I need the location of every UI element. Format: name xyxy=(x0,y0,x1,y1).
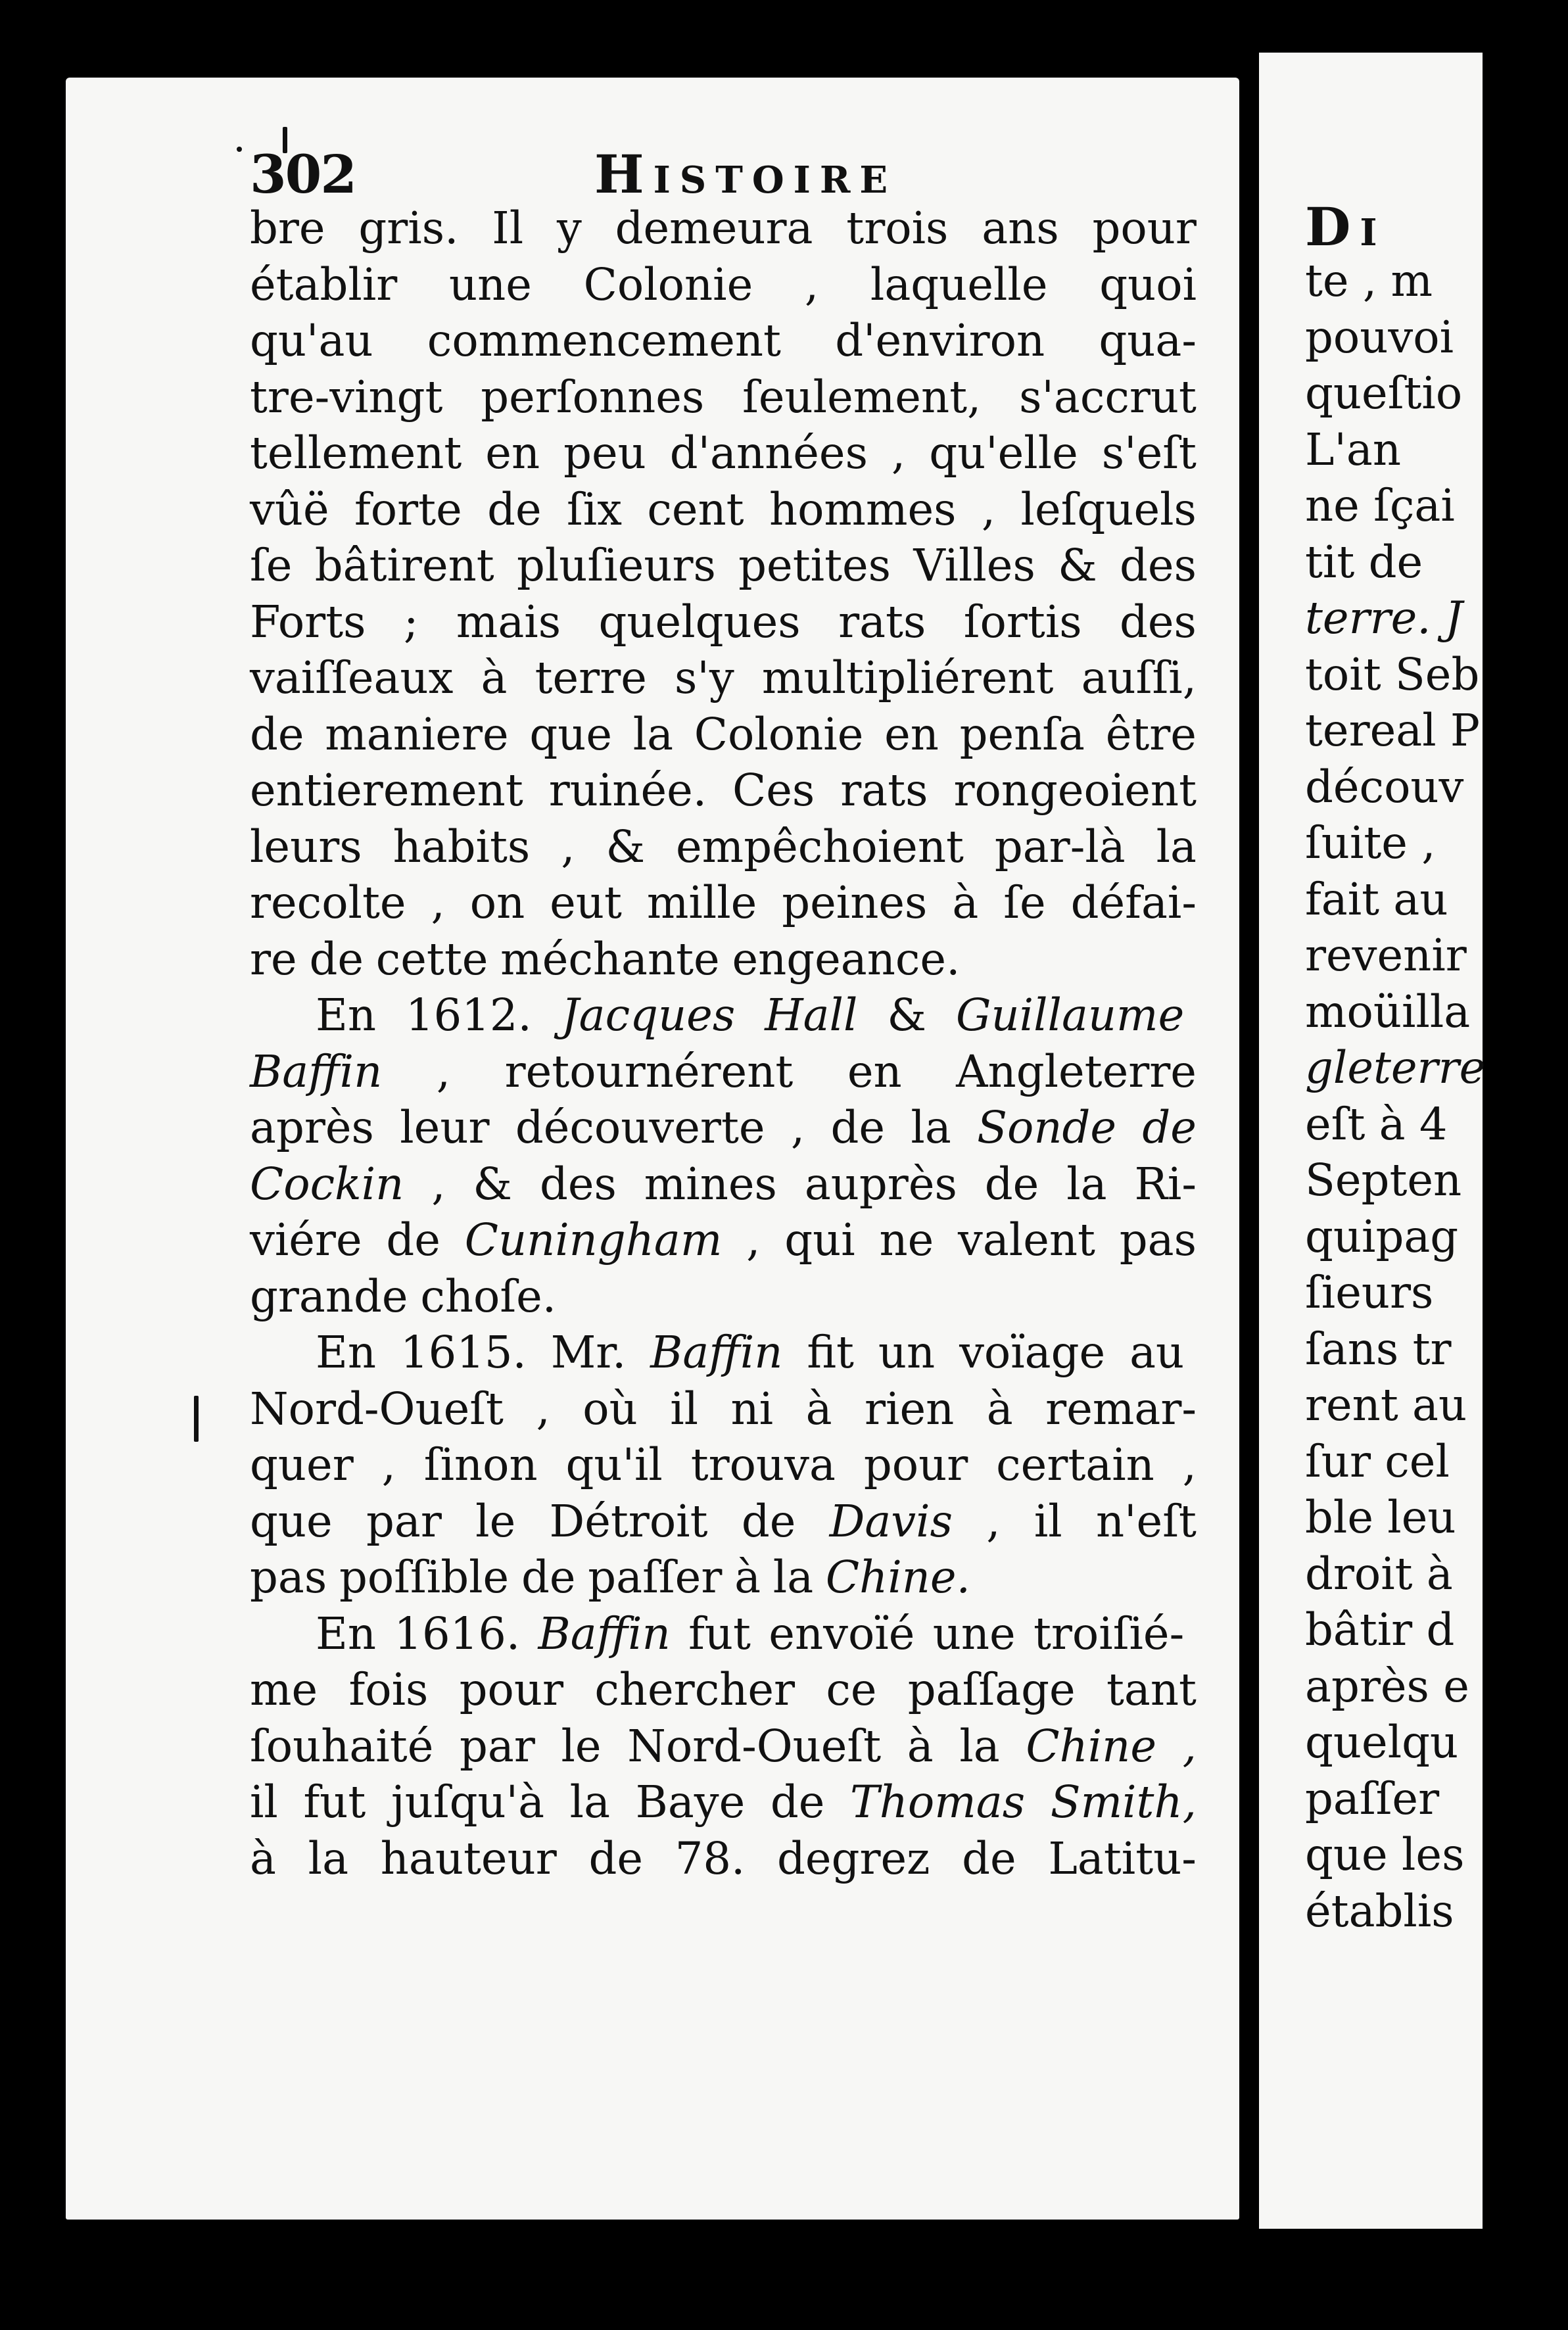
word: cette xyxy=(375,933,488,985)
word: trois xyxy=(846,202,949,254)
left-page-text xyxy=(250,201,1197,1887)
word: de xyxy=(770,1776,825,1828)
word: fut xyxy=(303,1776,366,1828)
word: Baffin xyxy=(250,1045,383,1097)
word: gris. xyxy=(358,202,459,254)
word: , xyxy=(381,1439,396,1490)
word: , xyxy=(891,427,906,479)
word: qu'au xyxy=(250,315,373,366)
word: par-là xyxy=(994,820,1126,872)
word: Chine xyxy=(1026,1720,1156,1772)
word: mines xyxy=(644,1158,777,1210)
page-header xyxy=(250,141,1210,207)
word: d'environ xyxy=(835,315,1045,366)
word: fut xyxy=(688,1607,751,1659)
word: à xyxy=(907,1720,934,1772)
text-line: Septen xyxy=(1305,1154,1462,1206)
word: envoïé xyxy=(769,1607,915,1659)
text-line: L'an xyxy=(1305,423,1402,475)
word: de xyxy=(984,1158,1039,1210)
word: tellement xyxy=(250,427,462,479)
text-line xyxy=(250,650,1197,707)
word: viére xyxy=(250,1214,362,1266)
word: mais xyxy=(456,596,561,648)
word: Colonie xyxy=(694,708,864,760)
word: mille xyxy=(646,877,757,928)
word: de xyxy=(521,1552,576,1603)
word: il xyxy=(250,1776,278,1828)
word: Chine. xyxy=(825,1552,970,1603)
text-line xyxy=(250,707,1197,763)
text-line xyxy=(250,201,1197,257)
word: après xyxy=(250,1102,374,1153)
text-line xyxy=(250,1437,1197,1494)
word: la xyxy=(911,1102,951,1153)
text-line xyxy=(250,594,1197,651)
word: petites xyxy=(738,540,891,591)
text-line xyxy=(250,875,1197,932)
word: découverte xyxy=(515,1102,765,1153)
word: vûë xyxy=(250,483,329,535)
text-line: tereal P xyxy=(1305,705,1481,756)
running-head: Histoire xyxy=(594,143,897,205)
word: méchante xyxy=(500,933,720,985)
word: certain xyxy=(996,1439,1154,1490)
text-line: découv xyxy=(1305,761,1464,813)
word: Angleterre xyxy=(956,1045,1197,1097)
text-line xyxy=(250,482,1197,538)
word: fit xyxy=(807,1327,854,1378)
word: retournérent xyxy=(504,1045,794,1097)
word: de xyxy=(386,1214,440,1266)
text-line: rent au xyxy=(1305,1379,1467,1431)
text-line xyxy=(250,425,1197,482)
word: bâtirent xyxy=(314,540,494,591)
word: être xyxy=(1105,708,1197,760)
word: Smith, xyxy=(1050,1776,1197,1828)
word: peines xyxy=(782,877,928,928)
word: où xyxy=(582,1383,638,1435)
word: on xyxy=(469,877,525,928)
word: Baye xyxy=(635,1776,746,1828)
word: Sonde xyxy=(977,1102,1117,1153)
text-line xyxy=(250,932,1197,988)
word: valent xyxy=(958,1214,1095,1266)
word: , xyxy=(431,877,445,928)
word: recolte xyxy=(250,877,406,928)
text-line: droit à xyxy=(1305,1548,1453,1600)
word: Ces xyxy=(732,765,815,816)
word: , xyxy=(1182,1439,1197,1490)
word: de xyxy=(962,1832,1016,1884)
word: degrez xyxy=(777,1832,930,1884)
word: pour xyxy=(863,1439,968,1490)
word: ans xyxy=(982,202,1059,254)
word: Forts xyxy=(250,596,366,648)
word: leurs xyxy=(250,820,362,872)
right-page-text xyxy=(1305,253,1568,1939)
word: Baffin xyxy=(538,1607,671,1659)
text-line: toit Seb xyxy=(1305,648,1480,700)
text-line xyxy=(250,1662,1197,1719)
word: Baffin xyxy=(650,1327,783,1378)
word: & xyxy=(887,989,927,1041)
word: rongeoient xyxy=(953,765,1197,816)
word: ſe xyxy=(1003,877,1046,928)
text-line: te , m xyxy=(1305,255,1433,306)
word: quelques xyxy=(598,596,801,648)
word: pluſieurs xyxy=(516,540,716,591)
word: de xyxy=(250,708,304,760)
word: la xyxy=(1066,1158,1107,1210)
word: , xyxy=(1182,1720,1197,1772)
word: , xyxy=(804,258,819,310)
text-line: revenir xyxy=(1305,930,1467,981)
word: la xyxy=(959,1720,1000,1772)
word: le xyxy=(475,1495,516,1547)
word: 1612. xyxy=(406,989,532,1041)
word: leur xyxy=(400,1102,490,1153)
word: Thomas xyxy=(850,1776,1026,1828)
page-number: 302 xyxy=(250,143,356,205)
word: la xyxy=(569,1776,611,1828)
word: vaiſſeaux xyxy=(250,652,454,703)
word: bre xyxy=(250,202,325,254)
word: la xyxy=(1156,820,1197,872)
text-line xyxy=(250,1044,1197,1101)
word: Hall xyxy=(765,989,858,1041)
word: qui xyxy=(784,1214,855,1266)
word: la xyxy=(772,1552,814,1603)
word: un xyxy=(878,1327,936,1378)
word: leſquels xyxy=(1020,483,1197,535)
word: penſa xyxy=(959,708,1085,760)
text-line: paſſer xyxy=(1305,1772,1440,1824)
word: en xyxy=(485,427,540,479)
word: Nord-Oueſt xyxy=(627,1720,882,1772)
word: défai- xyxy=(1070,877,1197,928)
word: à xyxy=(986,1383,1013,1435)
word: ſix xyxy=(566,483,622,535)
text-line xyxy=(250,257,1197,314)
text-line: ſur cel xyxy=(1305,1435,1450,1487)
text-line: bâtir d xyxy=(1305,1604,1455,1655)
text-line xyxy=(250,313,1197,369)
text-line xyxy=(250,1325,1197,1381)
word: me xyxy=(250,1664,318,1715)
text-line xyxy=(250,1606,1197,1663)
text-line: ſuite , xyxy=(1305,817,1436,868)
word: des xyxy=(539,1158,617,1210)
word: Ri- xyxy=(1134,1158,1197,1210)
word: par xyxy=(366,1495,442,1547)
right-page xyxy=(1259,53,1486,2229)
text-line: après e xyxy=(1305,1660,1469,1712)
text-line: ſieurs xyxy=(1305,1267,1434,1318)
text-line: eſt à 4 xyxy=(1305,1098,1448,1150)
word: Mr. xyxy=(550,1327,627,1378)
word: Nord-Oueſt xyxy=(250,1383,504,1435)
text-line: quipag xyxy=(1305,1210,1459,1262)
word: voïage xyxy=(959,1327,1106,1378)
text-line: terre. J xyxy=(1305,592,1463,644)
word: , xyxy=(746,1214,761,1266)
word: , xyxy=(986,1495,1001,1547)
word: paſſage xyxy=(907,1664,1076,1715)
text-line: ſans tr xyxy=(1305,1323,1452,1375)
word: 78. xyxy=(675,1832,746,1884)
text-line xyxy=(250,1550,1197,1606)
text-line xyxy=(250,1381,1197,1438)
word: quer xyxy=(250,1439,354,1490)
right-running-head: Dı xyxy=(1305,196,1387,258)
text-line: gleterre xyxy=(1305,1042,1486,1093)
word: , xyxy=(431,1158,446,1210)
word: auſſi, xyxy=(1081,652,1197,703)
word: ſeulement, xyxy=(742,371,982,423)
word: à xyxy=(481,652,508,703)
word: , xyxy=(981,483,996,535)
word: pas xyxy=(1119,1214,1197,1266)
word: ſinon xyxy=(423,1439,538,1490)
word: laquelle xyxy=(870,258,1048,310)
word: ne xyxy=(879,1214,934,1266)
word: multipliérent xyxy=(761,652,1054,703)
word: troiſié- xyxy=(1033,1607,1185,1659)
word: ruinée. xyxy=(548,765,707,816)
word: ſortis xyxy=(963,596,1082,648)
word: s'accrut xyxy=(1019,371,1197,423)
word: , xyxy=(536,1383,550,1435)
word: Il xyxy=(492,202,524,254)
text-line xyxy=(250,1774,1197,1831)
text-line: moüilla xyxy=(1305,986,1471,1037)
text-line: pouvoi xyxy=(1305,311,1454,363)
word: par xyxy=(460,1720,535,1772)
word: , xyxy=(790,1102,805,1153)
word: 1616. xyxy=(394,1607,521,1659)
text-line: fait au xyxy=(1305,873,1448,925)
word: tre-vingt xyxy=(250,371,443,423)
word: de xyxy=(830,1102,886,1153)
word: à xyxy=(805,1383,832,1435)
word: En xyxy=(316,1607,377,1659)
word: rats xyxy=(840,765,928,816)
word: quoi xyxy=(1099,258,1197,310)
word: en xyxy=(847,1045,902,1097)
text-line xyxy=(250,1831,1197,1888)
word: auprès xyxy=(804,1158,957,1210)
text-line xyxy=(250,1156,1197,1213)
word: il xyxy=(1033,1495,1062,1547)
word: habits xyxy=(392,820,531,872)
word: Cockin xyxy=(250,1158,404,1210)
word: la xyxy=(308,1832,349,1884)
word: d'années xyxy=(669,427,868,479)
word: rien xyxy=(865,1383,955,1435)
text-line xyxy=(250,1100,1197,1156)
word: à xyxy=(734,1552,761,1603)
word: forte xyxy=(354,483,462,535)
text-line xyxy=(250,1212,1197,1269)
word: peu xyxy=(563,427,646,479)
word: trouva xyxy=(690,1439,836,1490)
word: ce xyxy=(826,1664,877,1715)
word: Davis xyxy=(829,1495,953,1547)
text-line xyxy=(250,819,1197,876)
word: pour xyxy=(459,1664,564,1715)
word: En xyxy=(316,989,377,1041)
text-line xyxy=(250,538,1197,594)
word: poſſible xyxy=(339,1552,510,1603)
word: de xyxy=(741,1495,796,1547)
word: & xyxy=(1058,540,1097,591)
word: Guillaume xyxy=(956,989,1185,1041)
word: pas xyxy=(250,1552,327,1603)
word: maniere xyxy=(325,708,509,760)
word: ſe xyxy=(250,540,293,591)
word: Jacques xyxy=(561,989,736,1041)
word: paſſer xyxy=(588,1552,723,1603)
text-line: queſtio xyxy=(1305,368,1463,419)
word: s'eſt xyxy=(1101,427,1197,479)
word: engeance. xyxy=(732,933,961,985)
word: , xyxy=(436,1045,451,1097)
word: la xyxy=(632,708,674,760)
word: Détroit xyxy=(549,1495,708,1547)
text-line: quelqu xyxy=(1305,1717,1459,1768)
word: choſe. xyxy=(420,1270,557,1322)
margin-mark xyxy=(194,1396,199,1442)
text-line xyxy=(250,987,1197,1044)
word: établir xyxy=(250,258,398,310)
word: ſouhaité xyxy=(250,1720,434,1772)
word: Villes xyxy=(913,540,1035,591)
word: une xyxy=(448,258,532,310)
word: 1615. xyxy=(400,1327,527,1378)
word: & xyxy=(606,820,646,872)
word: s'y xyxy=(675,652,734,703)
word: de xyxy=(1142,1102,1197,1153)
word: & xyxy=(473,1158,513,1210)
word: remar- xyxy=(1045,1383,1197,1435)
word: de xyxy=(588,1832,644,1884)
text-line xyxy=(250,1719,1197,1775)
word: qu'elle xyxy=(929,427,1078,479)
word: demeura xyxy=(615,202,813,254)
word: juſqu'à xyxy=(391,1776,545,1828)
word: qu'il xyxy=(565,1439,663,1490)
text-line xyxy=(250,1494,1197,1550)
word: fois xyxy=(348,1664,429,1715)
word: chercher xyxy=(594,1664,796,1715)
word: en xyxy=(884,708,939,760)
word: que xyxy=(529,708,613,760)
word: pour xyxy=(1092,202,1197,254)
word: entierement xyxy=(250,765,523,816)
text-line: que les xyxy=(1305,1829,1465,1880)
word: de xyxy=(487,483,542,535)
word: grande xyxy=(250,1270,408,1322)
word: le xyxy=(561,1720,602,1772)
word: Colonie xyxy=(583,258,753,310)
word: à xyxy=(952,877,979,928)
word: au xyxy=(1129,1327,1185,1378)
word: qua- xyxy=(1099,315,1197,366)
text-line xyxy=(250,1269,1197,1325)
word: hauteur xyxy=(380,1832,557,1884)
text-line xyxy=(250,763,1197,819)
text-line: ble leu xyxy=(1305,1492,1456,1543)
word: rats xyxy=(838,596,926,648)
word: terre xyxy=(535,652,647,703)
word: Cuningham xyxy=(464,1214,723,1266)
word: ; xyxy=(403,596,419,648)
word: tant xyxy=(1106,1664,1197,1715)
margin-dot xyxy=(237,147,242,152)
word: empêchoient xyxy=(676,820,964,872)
word: des xyxy=(1120,596,1197,648)
word: n'eſt xyxy=(1095,1495,1197,1547)
word: ni xyxy=(730,1383,774,1435)
word: perſonnes xyxy=(481,371,705,423)
word: il xyxy=(670,1383,699,1435)
word: commencement xyxy=(427,315,781,366)
word: que xyxy=(250,1495,333,1547)
word: des xyxy=(1120,540,1197,591)
word: y xyxy=(556,202,582,254)
word: cent xyxy=(647,483,744,535)
word: de xyxy=(309,933,364,985)
word: En xyxy=(316,1327,377,1378)
word: eut xyxy=(550,877,622,928)
word: à xyxy=(250,1832,276,1884)
word: Latitu- xyxy=(1048,1832,1197,1884)
text-line: établis xyxy=(1305,1885,1454,1937)
text-line xyxy=(250,369,1197,426)
word: hommes xyxy=(769,483,957,535)
word: , xyxy=(561,820,575,872)
word: une xyxy=(932,1607,1016,1659)
word: re xyxy=(250,933,297,985)
text-line: ne ſçai xyxy=(1305,480,1455,531)
text-line: tit de xyxy=(1305,536,1423,588)
